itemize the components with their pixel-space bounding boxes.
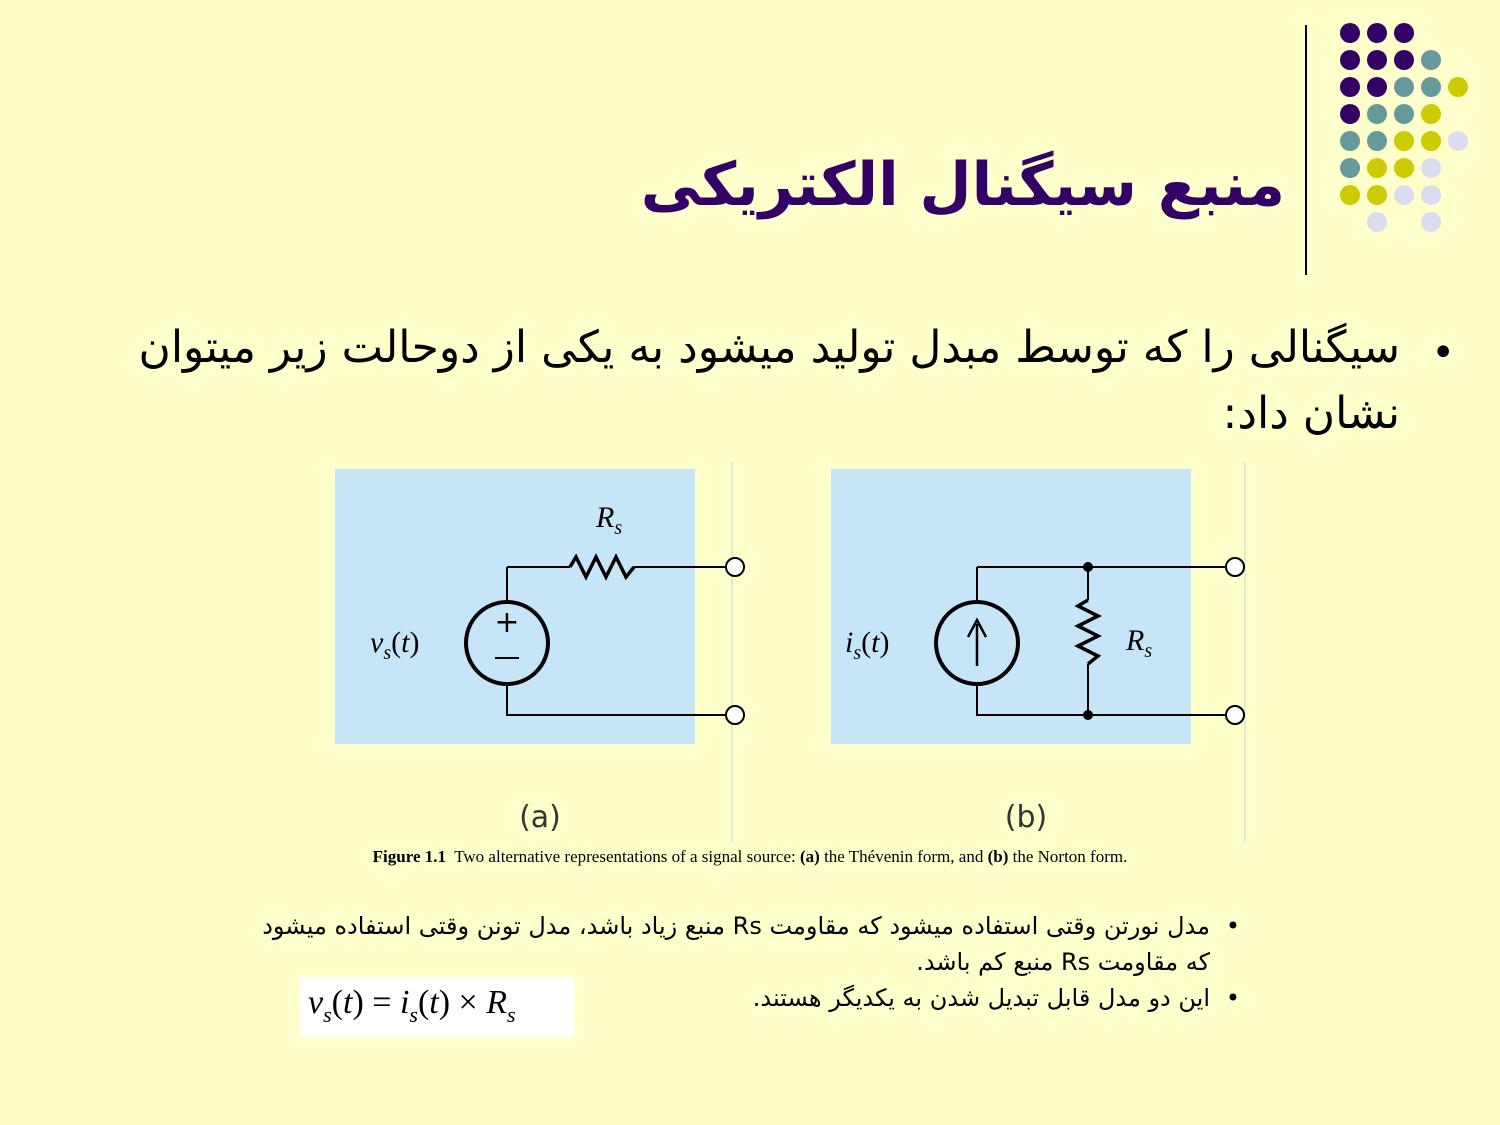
list-item bbox=[250, 908, 1240, 980]
decorative-dot bbox=[1367, 131, 1387, 151]
decorative-dot bbox=[1340, 23, 1360, 43]
decorative-dot bbox=[1367, 50, 1387, 70]
decorative-dot bbox=[1421, 50, 1441, 70]
norton-panel bbox=[831, 462, 1245, 842]
caption-b: (b) bbox=[987, 847, 1009, 866]
decorative-dot bbox=[1421, 77, 1441, 97]
formula-image bbox=[300, 977, 574, 1037]
decorative-dot bbox=[1367, 158, 1387, 178]
main-bullet-text: سیگنالی را که توسط مبدل تولید میشود به یکی از دوحالت زیر میتوان نشان داد: bbox=[138, 322, 1400, 439]
caption-a: (a) bbox=[799, 847, 820, 866]
caption-b-text: the Norton form. bbox=[1012, 847, 1128, 866]
decorative-dot bbox=[1340, 104, 1360, 124]
decorative-dot bbox=[1421, 185, 1441, 205]
decorative-dot bbox=[1340, 131, 1360, 151]
decorative-dot bbox=[1394, 185, 1414, 205]
note-text: این دو مدل قابل تبدیل شدن به یکدیگر هستند. bbox=[752, 984, 1210, 1012]
decorative-dot bbox=[1367, 212, 1387, 232]
caption-a-text: the Thévenin form, and bbox=[824, 847, 984, 866]
decorative-dot bbox=[1421, 158, 1441, 178]
decorative-dot bbox=[1340, 77, 1360, 97]
main-bullet bbox=[90, 315, 1455, 447]
circuit-figure bbox=[300, 462, 1260, 842]
slide-title: منبع سیگنال الکتریکی bbox=[640, 150, 1285, 220]
terminal-b-top bbox=[1226, 558, 1244, 576]
panel-b-background bbox=[831, 469, 1191, 744]
formula-text: $v_s(t) = i_s(t) \times R_s$ bbox=[308, 984, 516, 1027]
resistor-label-a: $R_s$ bbox=[596, 501, 623, 539]
decorative-dot bbox=[1394, 131, 1414, 151]
decorative-dot-grid bbox=[1330, 15, 1480, 240]
decorative-dot bbox=[1421, 131, 1441, 151]
decorative-dot bbox=[1394, 23, 1414, 43]
decorative-dot bbox=[1394, 104, 1414, 124]
svg-text:+: + bbox=[494, 605, 520, 640]
divider-line bbox=[1305, 25, 1307, 275]
decorative-dot bbox=[1421, 212, 1441, 232]
note-text: مدل نورتن وقتی استفاده میشود که مقاومت Rs منبع زیاد باشد، مدل تونن وقتی استفاده میشود که مقاومت Rs منبع کم باشد. bbox=[262, 912, 1210, 976]
panel-b-tag: (b) bbox=[1004, 800, 1048, 835]
terminal-b-bottom bbox=[1226, 706, 1244, 724]
decorative-dot bbox=[1448, 77, 1468, 97]
terminal-a-bottom bbox=[726, 706, 744, 724]
decorative-dot bbox=[1340, 185, 1360, 205]
source-label-b: $i_s(t)$ bbox=[845, 626, 890, 664]
decorative-dot bbox=[1367, 104, 1387, 124]
decorative-dot bbox=[1394, 158, 1414, 178]
caption-text: Two alternative representations of a signal source: bbox=[454, 847, 796, 866]
source-label-a: $v_s(t)$ bbox=[370, 626, 420, 664]
decorative-dot bbox=[1421, 104, 1441, 124]
resistor-label-b: $R_s$ bbox=[1126, 624, 1153, 662]
thevenin-panel bbox=[335, 462, 744, 842]
decorative-dot bbox=[1448, 131, 1468, 151]
terminal-a-top bbox=[726, 558, 744, 576]
bullet-icon: • bbox=[1431, 330, 1455, 376]
bullet-icon: • bbox=[1225, 912, 1240, 940]
decorative-dot bbox=[1394, 50, 1414, 70]
decorative-dot bbox=[1367, 23, 1387, 43]
decorative-dot bbox=[1340, 50, 1360, 70]
caption-label: Figure 1.1 bbox=[372, 847, 446, 866]
decorative-dot bbox=[1340, 158, 1360, 178]
decorative-dot bbox=[1367, 185, 1387, 205]
decorative-dot bbox=[1394, 77, 1414, 97]
figure-caption bbox=[0, 847, 1500, 867]
bullet-icon: • bbox=[1225, 984, 1240, 1012]
panel-a-tag: (a) bbox=[519, 800, 561, 835]
decorative-dot bbox=[1367, 77, 1387, 97]
